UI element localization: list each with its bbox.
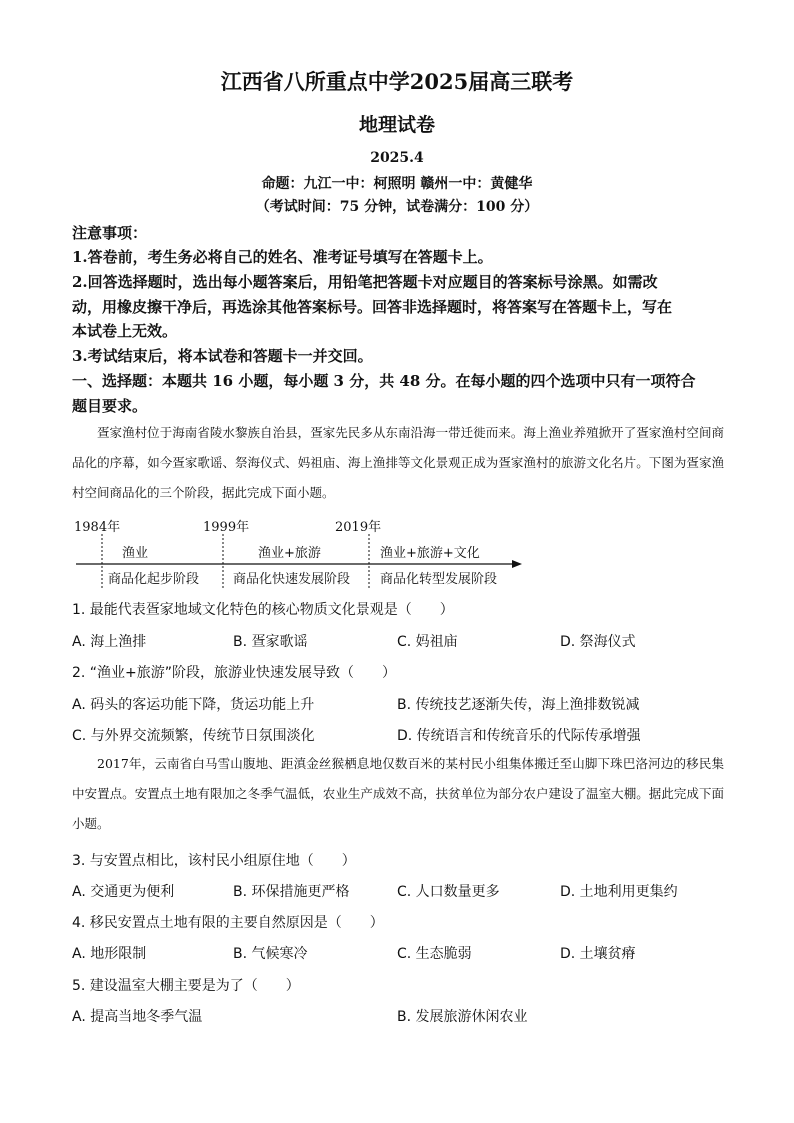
question-2-option-d: D. 传统语言和传统音乐的代际传承增强 xyxy=(397,728,641,744)
authors: 命题：九江一中：柯照明 赣州一中：黄健华 xyxy=(261,176,533,192)
note-line-4: 本试卷上无效。 xyxy=(72,322,178,340)
question-1-option-c: C. 妈祖庙 xyxy=(397,634,458,650)
question-2-option-c: C. 与外界交流频繁，传统节日氛围淡化 xyxy=(72,728,315,744)
question-5-option-a: A. 提高当地冬季气温 xyxy=(72,1009,203,1025)
question-4-stem: 4. 移民安置点土地有限的主要自然原因是（ ） xyxy=(72,915,384,931)
question-2-option-b: B. 传统技艺逐渐失传，海上渔排数锐减 xyxy=(397,697,640,713)
timeline-segment-1: 渔业 xyxy=(122,546,149,561)
question-3-option-a: A. 交通更为便利 xyxy=(72,884,175,900)
question-3-stem: 3. 与安置点相比，该村民小组原住地（ ） xyxy=(72,853,356,869)
exam-info: （考试时间：75 分钟，试卷满分：100 分） xyxy=(255,199,539,215)
timeline-stage-2: 商品化快速发展阶段 xyxy=(233,572,351,587)
timeline-segment-3: 渔业+旅游+文化 xyxy=(380,546,480,561)
timeline-segment-2: 渔业+旅游 xyxy=(258,546,321,561)
question-2-option-a: A. 码头的客运功能下降，货运功能上升 xyxy=(72,697,315,713)
note-line-5: 3.考试结束后，将本试卷和答题卡一并交回。 xyxy=(72,347,373,365)
subject-title: 地理试卷 xyxy=(358,114,435,136)
question-1-option-d: D. 祭海仪式 xyxy=(560,634,636,650)
timeline-year-2: 1999年 xyxy=(203,520,250,535)
exam-date: 2025.4 xyxy=(370,150,424,166)
question-2-stem: 2. “渔业+旅游”阶段，旅游业快速发展导致（ ） xyxy=(72,665,397,681)
question-4-option-d: D. 土壤贫瘠 xyxy=(560,946,636,962)
question-4-option-c: C. 生态脆弱 xyxy=(397,946,472,962)
exam-title: 江西省八所重点中学2025届高三联考 xyxy=(220,69,574,94)
note-line-1: 1.答卷前，考生务必将自己的姓名、准考证号填写在答题卡上。 xyxy=(72,248,493,266)
question-5-option-b: B. 发展旅游休闲农业 xyxy=(397,1009,528,1025)
timeline-year-1: 1984年 xyxy=(74,520,121,535)
timeline-year-3: 2019年 xyxy=(335,520,382,535)
question-1-stem: 1. 最能代表疍家地域文化特色的核心物质文化景观是（ ） xyxy=(72,602,454,618)
question-1-option-b: B. 疍家歌谣 xyxy=(233,634,308,650)
passage-1: 疍家渔村位于海南省陵水黎族自治县，疍家先民多从东南沿海一带迁徙而来。海上渔业养殖掀开了疍家渔村空间商品化的序幕，如今疍家歌谣、祭海仪式、妈祖庙、海上渔排等文化景观正成为疍家渔村的旅游文化名片。下图为疍家渔村空间商品化的三个阶段，据此完成下面小题。 xyxy=(72,425,724,500)
timeline-stage-1: 商品化起步阶段 xyxy=(108,572,200,587)
question-3-option-d: D. 土地利用更集约 xyxy=(560,884,678,900)
section-heading-line-2: 题目要求。 xyxy=(72,397,148,415)
question-3-option-b: B. 环保措施更严格 xyxy=(233,884,350,900)
question-4-option-b: B. 气候寒冷 xyxy=(233,946,308,962)
section-heading-line-1: 一、选择题：本题共 16 小题，每小题 3 分，共 48 分。在每小题的四个选项中只有一项符合 xyxy=(72,372,696,390)
note-line-2: 2.回答选择题时，选出每小题答案后，用铅笔把答题卡对应题目的答案标号涂黑。如需改 xyxy=(72,273,658,291)
passage-2: 2017年，云南省白马雪山腹地、距滇金丝猴栖息地仅数百米的某村民小组集体搬迁至山脚下珠巴洛河边的移民集中安置点。安置点土地有限加之冬季气温低，农业生产成效不高，扶贫单位为部分农户建设了温室大棚。据此完成下面小题。 xyxy=(72,756,724,831)
notes-heading: 注意事项： xyxy=(72,224,148,242)
note-line-3: 动，用橡皮擦干净后，再选涂其他答案标号。回答非选择题时，将答案写在答题卡上，写在 xyxy=(72,298,673,316)
timeline-stage-3: 商品化转型发展阶段 xyxy=(380,572,498,587)
question-3-option-c: C. 人口数量更多 xyxy=(397,884,500,900)
question-4-option-a: A. 地形限制 xyxy=(72,946,147,962)
question-1-option-a: A. 海上渔排 xyxy=(72,634,147,650)
question-5-stem: 5. 建设温室大棚主要是为了（ ） xyxy=(72,978,300,994)
timeline-arrow-icon xyxy=(512,560,522,568)
